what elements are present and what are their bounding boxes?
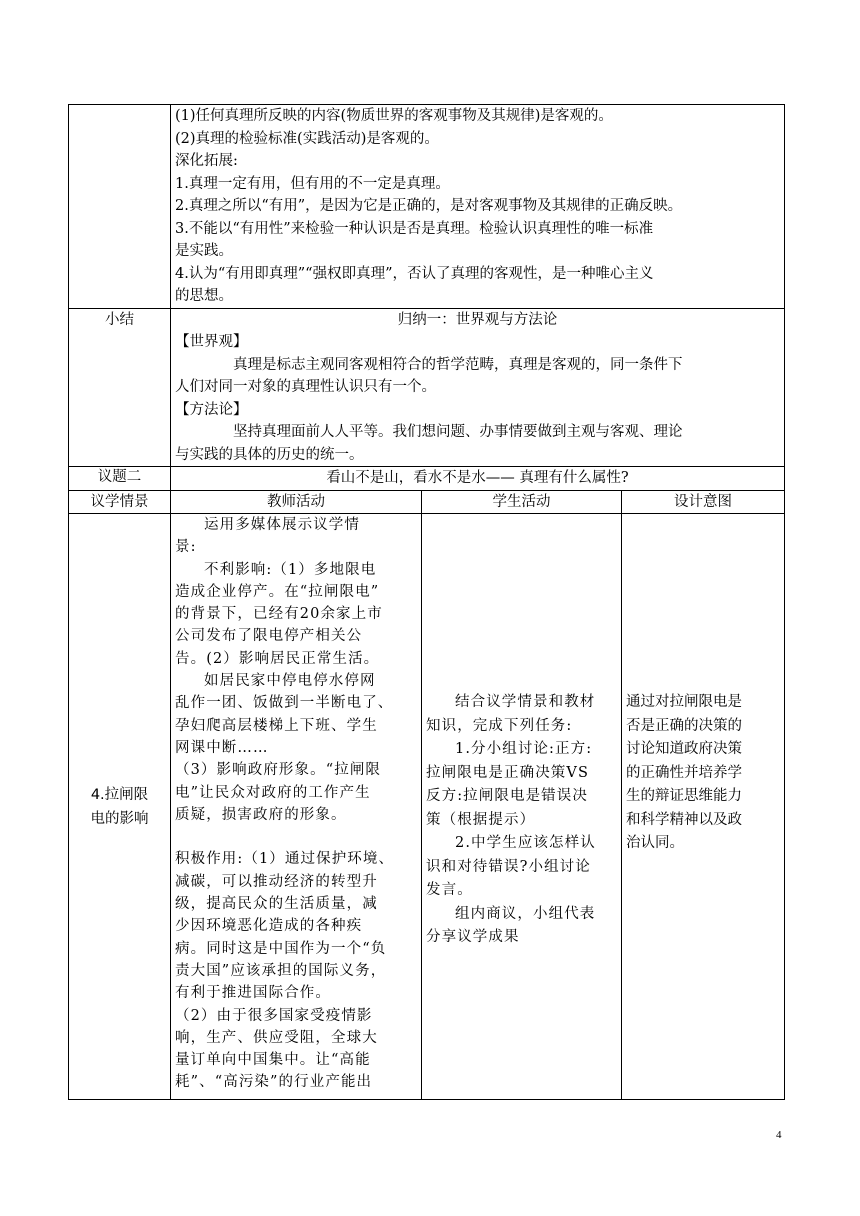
teacher-line: （2）由于很多国家受疫情影: [175, 1007, 373, 1024]
design-line: 否是正确的决策的: [626, 717, 742, 734]
teacher-line: 不利影响:（1）多地限电: [204, 561, 377, 578]
student-line: 发言。: [426, 882, 473, 898]
student-line: 分享议学成果: [426, 929, 520, 945]
teacher-line: 公司发布了限电停产相关公: [175, 628, 363, 645]
scenario-cell: [69, 514, 171, 1100]
teacher-line: 网课中断……: [175, 739, 269, 756]
student-line: 策（根据提示）: [426, 811, 536, 828]
summary-row: [69, 308, 785, 467]
teacher-line: 量订单向中国集中。让“高能: [175, 1052, 371, 1069]
page-number: 4: [776, 1129, 782, 1141]
teacher-line: 造成企业停产。在“拉闸限电”: [175, 583, 380, 600]
design-line: 生的辩证思维能力: [626, 788, 742, 804]
column-header-row: [69, 490, 785, 514]
design-line: 的正确性并培养学: [626, 764, 742, 781]
teacher-line: 耗”、“高污染”的行业产能出: [175, 1074, 373, 1091]
teacher-line: 质疑，损害政府的形象。: [175, 806, 347, 823]
content-line: (1)任何真理所反映的内容(物质世界的客观事物及其规律)是客观的。: [175, 108, 613, 124]
teacher-line: 告。(2）影响居民正常生活。: [175, 650, 380, 667]
empty-label-cell: [69, 105, 171, 309]
student-line: 1.分小组讨论:正方:: [455, 741, 593, 757]
teacher-line: 病。同时这是中国作为一个“负: [175, 940, 387, 957]
teacher-line: [175, 826, 417, 848]
header-design: 设计意图: [622, 490, 785, 514]
teacher-line: 乱作一团、饭做到一半断电了、: [175, 695, 394, 712]
teacher-line: 孕妇爬高层楼梯上下班、学生: [175, 717, 378, 734]
content-line: 3.不能以“有用性”来检验一种认识是否是真理。检验认识真理性的唯一标准: [175, 220, 654, 237]
teacher-line: 的背景下，已经有20余家上市: [175, 606, 383, 623]
teacher-activity-cell: [171, 514, 422, 1100]
topic-two-question: 看山不是山，看水不是水—— 真理有什么属性?: [171, 467, 785, 491]
student-line: 结合议学情景和教材: [455, 694, 596, 710]
summary-content-cell: [171, 308, 785, 467]
content-line: 4.认为“有用即真理”“强权即真理”，否认了真理的客观性，是一种唯心主义: [175, 265, 654, 282]
student-line: 组内商议，小组代表: [455, 905, 596, 922]
teacher-line: 响，生产、供应受阻，全球大: [175, 1029, 378, 1046]
activity-row: [69, 514, 785, 1100]
topic-two-row: [69, 467, 785, 491]
student-line: 知识，完成下列任务:: [426, 717, 573, 734]
teacher-line: 少因环境恶化造成的各种疾: [175, 918, 363, 935]
student-line: 2.中学生应该怎样认: [455, 835, 596, 851]
truth-content-cell: [171, 105, 785, 309]
teacher-line: 运用多媒体展示议学情: [204, 517, 360, 533]
content-line: (2)真理的检验标准(实践活动)是客观的。: [175, 130, 439, 147]
teacher-line: 积极作用:（1）通过保护环境、: [175, 851, 395, 868]
method-text: 与实践的具体的历史的统一。: [175, 446, 364, 463]
worldview-text: 真理是标志主观同客观相符合的哲学范畴，真理是客观的，同一条件下: [233, 356, 683, 373]
topic-two-label: 议题二: [69, 467, 171, 491]
teacher-line: （3）影响政府形象。“拉闸限: [175, 762, 382, 779]
content-line: 是实践。: [175, 243, 233, 259]
teacher-line: 减碳，可以推动经济的转型升: [175, 873, 378, 890]
worldview-label: 【世界观】: [175, 334, 248, 350]
header-teacher: 教师活动: [171, 490, 422, 514]
design-line: 治认同。: [626, 835, 684, 851]
teacher-line: 责大国”应该承担的国际义务，: [175, 962, 387, 979]
content-line: 2.真理之所以“有用”，是因为它是正确的，是对客观事物及其规律的正确反映。: [175, 198, 683, 214]
scenario-title: 4.拉闸限: [90, 786, 149, 803]
content-line: 的思想。: [175, 288, 233, 304]
teacher-line: 如居民家中停电停水停网: [204, 673, 376, 690]
teacher-line: 有利于推进国际合作。: [175, 985, 331, 1002]
design-intent-cell: [622, 514, 785, 1100]
lesson-plan-table: [68, 104, 785, 1100]
header-scenario: 议学情景: [69, 490, 171, 514]
method-text: 坚持真理面前人人平等。我们想问题、办事情要做到主观与客观、理论: [233, 424, 683, 440]
method-label: 【方法论】: [175, 401, 248, 418]
summary-heading: 归纳一：世界观与方法论: [397, 311, 558, 328]
teacher-line: 级，提高民众的生活质量，减: [175, 896, 378, 913]
summary-label: 小结: [69, 308, 171, 467]
student-line: 反方:拉闸限电是错误决: [426, 788, 588, 804]
content-line: 1.真理一定有用，但有用的不一定是真理。: [175, 175, 450, 192]
design-line: 通过对拉闸限电是: [626, 694, 742, 710]
design-line: 和科学精神以及政: [626, 811, 742, 828]
worldview-text: 人们对同一对象的真理性认识只有一个。: [175, 379, 436, 395]
header-student: 学生活动: [422, 490, 622, 514]
truth-objectivity-row: [69, 105, 785, 309]
scenario-title: 电的影响: [90, 810, 149, 827]
student-line: 识和对待错误?小组讨论: [426, 858, 591, 875]
design-line: 讨论知道政府决策: [626, 741, 742, 757]
student-activity-cell: [422, 514, 622, 1100]
teacher-line: 景:: [175, 539, 197, 556]
student-line: 拉闸限电是正确决策VS: [426, 764, 590, 781]
teacher-line: 电”让民众对政府的工作产生: [175, 784, 371, 801]
content-line: 深化拓展:: [175, 153, 238, 169]
